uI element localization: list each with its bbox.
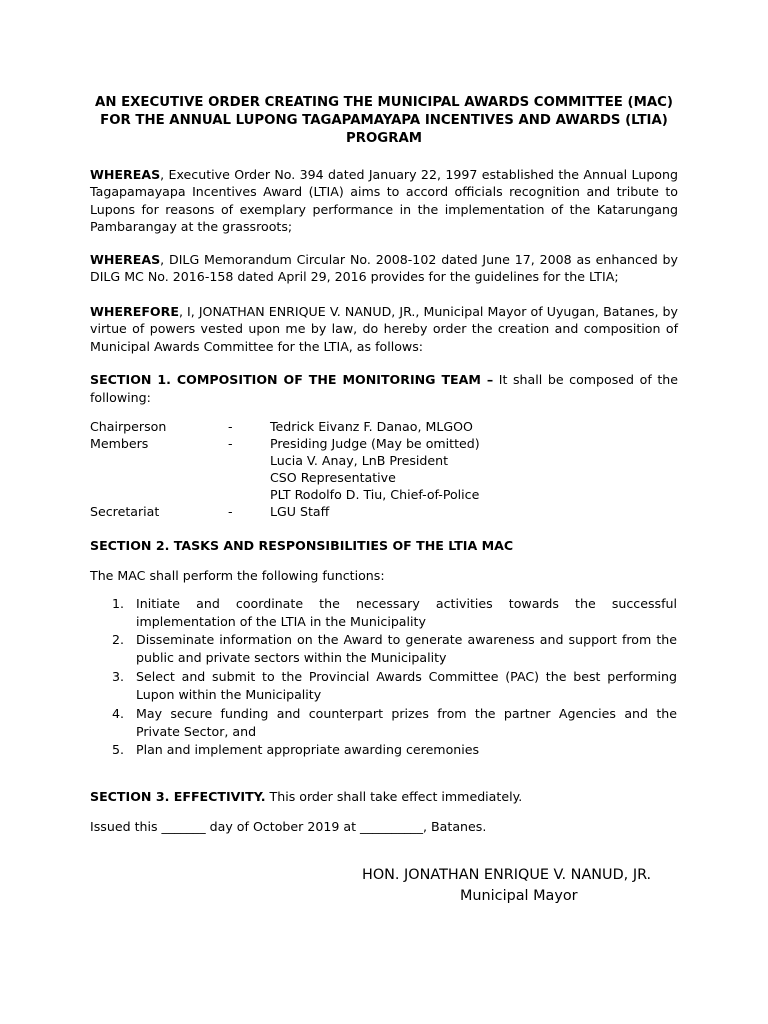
section-1-heading xyxy=(90,371,678,407)
wherefore-text: , I, JONATHAN ENRIQUE V. NANUD, JR., Municipal Mayor of Uyugan, Batanes, by virtue of powers vested upon me by law, do hereby order the creation and composition of Municipal Awards Committee for the LTIA, as follows: xyxy=(90,304,678,354)
list-item-number: 1. xyxy=(112,596,125,611)
list-item-number: 2. xyxy=(112,632,125,647)
whereas-text: , DILG Memorandum Circular No. 2008-102 dated June 17, 2008 as enhanced by DILG MC No. 2016-158 dated April 29, 2016 provides for the guidelines for the LTIA; xyxy=(90,252,678,285)
composition-role: Chairperson xyxy=(90,419,167,434)
whereas-text: , Executive Order No. 394 dated January 22, 1997 established the Annual Lupong Tagapamayapa Incentives Award (LTIA) aims to accord officials recognition and tribute to Lupons for reasons of exemplary performance in the implementation of the Katarungang Pambarangay at the grassroots; xyxy=(90,167,678,234)
list-item: May secure funding and counterpart prizes from the partner Agencies and the Private Sector, and xyxy=(136,706,677,740)
composition-name: PLT Rodolfo D. Tiu, Chief-of-Police xyxy=(270,487,480,502)
section-2-heading: SECTION 2. TASKS AND RESPONSIBILITIES OF THE LTIA MAC xyxy=(90,538,514,553)
section-2-intro: The MAC shall perform the following functions: xyxy=(90,568,385,583)
section-3-heading: SECTION 3. EFFECTIVITY. xyxy=(90,789,266,804)
composition-role: Members xyxy=(90,436,149,451)
list-item: Initiate and coordinate the necessary activities towards the successful implementation of the LTIA in the Municipality xyxy=(136,596,677,630)
whereas-keyword: WHEREAS xyxy=(90,167,161,182)
composition-name: LGU Staff xyxy=(270,504,330,519)
list-item: Disseminate information on the Award to generate awareness and support from the public and private sectors within the Municipality xyxy=(136,632,677,666)
issued-line: Issued this _______ day of October 2019 at __________, Batanes. xyxy=(90,819,487,834)
signatory-position: Municipal Mayor xyxy=(460,888,578,904)
title-line-2: FOR THE ANNUAL LUPONG TAGAPAMAYAPA INCENTIVES AND AWARDS (LTIA) xyxy=(100,113,668,128)
title-line-3: PROGRAM xyxy=(346,131,422,146)
document-title xyxy=(90,94,678,148)
list-item: Select and submit to the Provincial Awards Committee (PAC) the best performing Lupon within the Municipality xyxy=(136,669,677,703)
whereas-paragraph-1 xyxy=(90,166,678,235)
whereas-paragraph-2 xyxy=(90,251,678,286)
list-item-number: 4. xyxy=(112,706,125,721)
list-item-number: 5. xyxy=(112,742,125,757)
section-3-paragraph xyxy=(90,788,522,805)
composition-role: Secretariat xyxy=(90,504,160,519)
signatory-name: HON. JONATHAN ENRIQUE V. NANUD, JR. xyxy=(362,867,652,883)
composition-name: Presiding Judge (May be omitted) xyxy=(270,436,480,451)
composition-name: CSO Representative xyxy=(270,470,396,485)
composition-dash: - xyxy=(228,436,233,451)
whereas-keyword: WHEREAS xyxy=(90,252,161,267)
section-1-title: SECTION 1. COMPOSITION OF THE MONITORING TEAM – xyxy=(90,372,494,387)
section-1-text: It shall be composed of the following: xyxy=(90,372,678,405)
composition-dash: - xyxy=(228,504,233,519)
composition-name: Lucia V. Anay, LnB President xyxy=(270,453,449,468)
composition-name: Tedrick Eivanz F. Danao, MLGOO xyxy=(270,419,473,434)
list-item-number: 3. xyxy=(112,669,125,684)
wherefore-paragraph xyxy=(90,303,678,355)
wherefore-keyword: WHEREFORE xyxy=(90,304,179,319)
composition-dash: - xyxy=(228,419,233,434)
section-3-text: This order shall take effect immediately. xyxy=(265,789,523,804)
list-item: Plan and implement appropriate awarding ceremonies xyxy=(136,742,480,757)
title-line-1: AN EXECUTIVE ORDER CREATING THE MUNICIPAL AWARDS COMMITTEE (MAC) xyxy=(95,95,673,110)
